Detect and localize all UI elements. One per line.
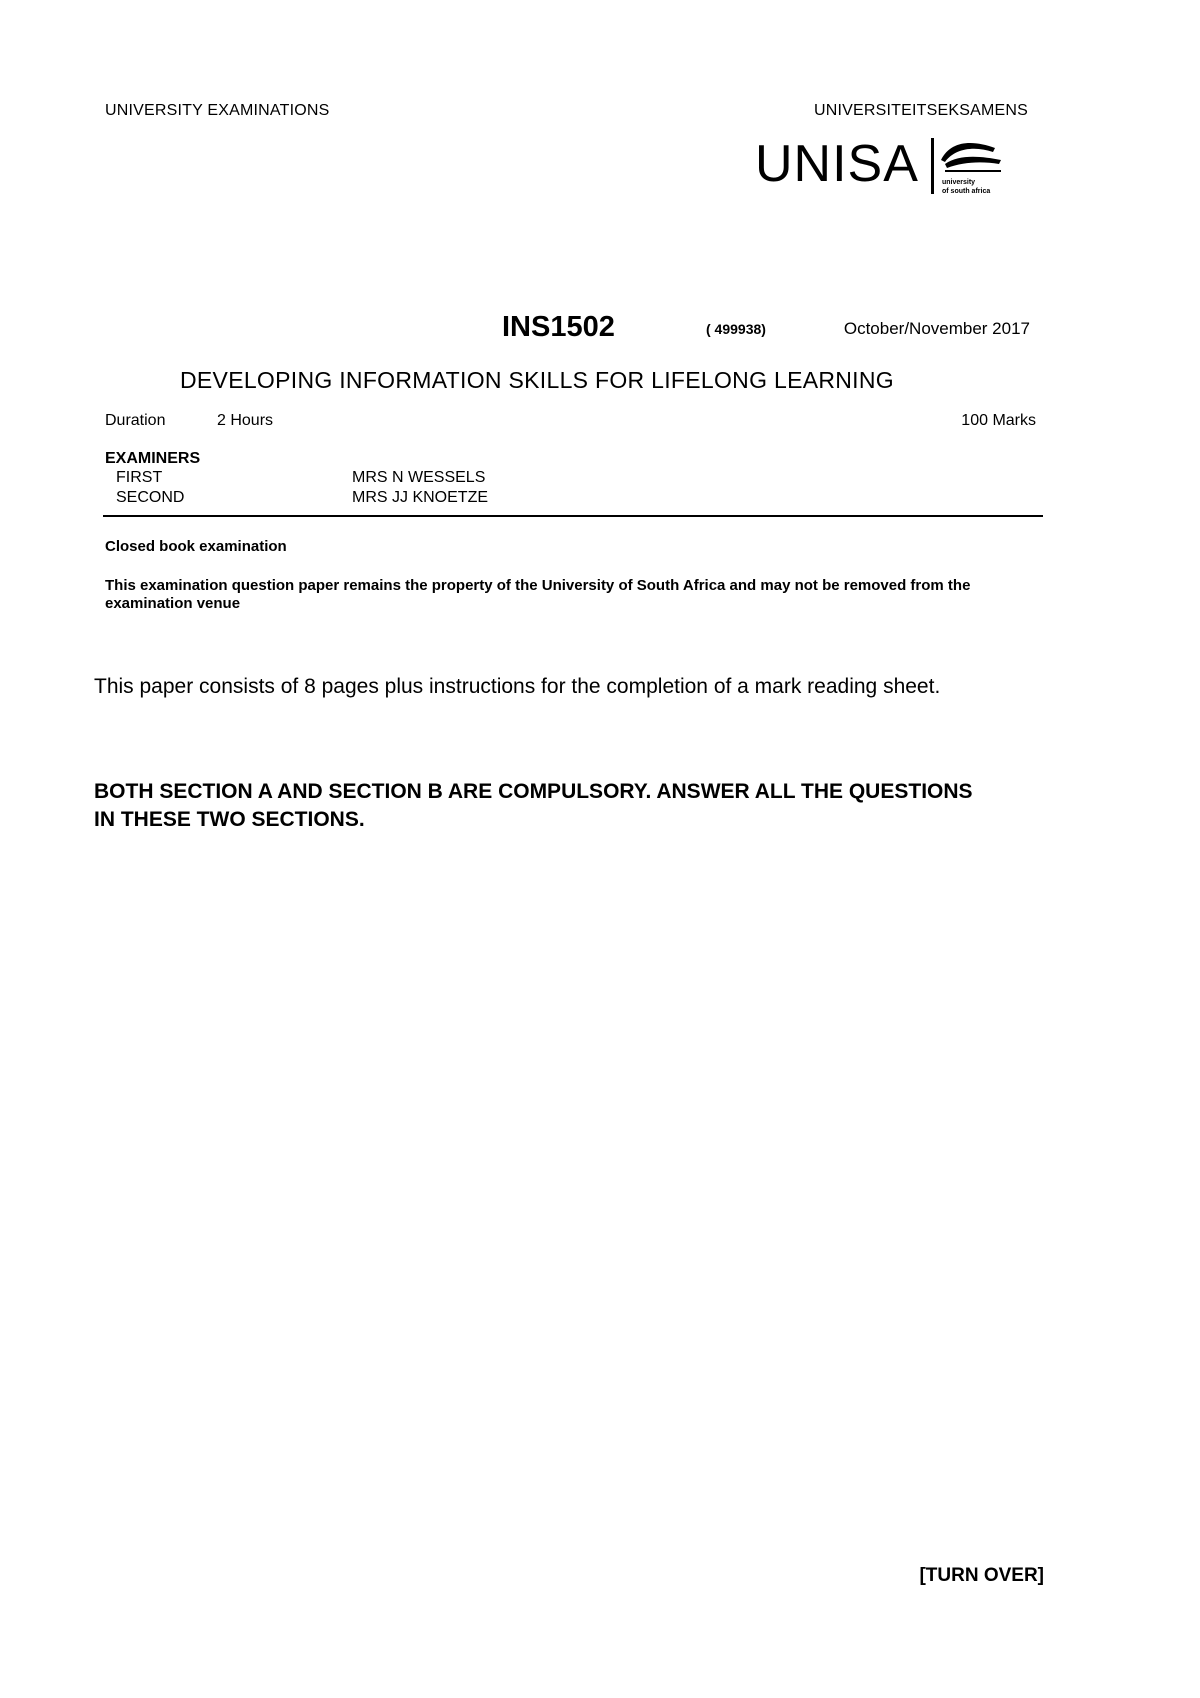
- unisa-flag-icon: [755, 134, 1025, 204]
- module-code: INS1502: [502, 311, 615, 343]
- divider-rule: [103, 515, 1043, 517]
- duration-value: 2 Hours: [217, 412, 274, 429]
- unisa-logo: [755, 134, 1025, 204]
- total-marks: 100 Marks: [961, 412, 1036, 429]
- examiner-name: MRS JJ KNOETZE: [352, 489, 489, 506]
- closed-book-note: Closed book examination: [105, 538, 287, 555]
- property-note: This examination question paper remains the property of the University of South Africa and may not be removed from the examination venue: [105, 577, 971, 612]
- module-title: DEVELOPING INFORMATION SKILLS FOR LIFELONG LEARNING: [180, 367, 894, 393]
- paper-number: ( 499938): [706, 321, 766, 337]
- examiner-role: SECOND: [116, 489, 185, 506]
- page-count-text: This paper consists of 8 pages plus instructions for the completion of a mark reading sheet.: [94, 675, 941, 698]
- logo-tagline-2: of south africa: [942, 188, 991, 195]
- logo-tagline-1: university: [942, 179, 976, 186]
- examiner-role: FIRST: [116, 469, 163, 486]
- exam-session: October/November 2017: [843, 319, 1030, 338]
- examiner-name: MRS N WESSELS: [352, 469, 486, 486]
- compulsory-instruction: BOTH SECTION A AND SECTION B ARE COMPULSORY. ANSWER ALL THE QUESTIONS IN THESE TWO SECTIONS.: [94, 780, 973, 831]
- duration-label: Duration: [105, 412, 166, 429]
- examiners-heading: EXAMINERS: [105, 450, 201, 467]
- header-left-text: UNIVERSITY EXAMINATIONS: [105, 102, 330, 119]
- turn-over-label: [TURN OVER]: [919, 1565, 1044, 1586]
- logo-wordmark: UNISA: [755, 135, 919, 193]
- header-right-text: UNIVERSITEITSEKSAMENS: [813, 102, 1028, 119]
